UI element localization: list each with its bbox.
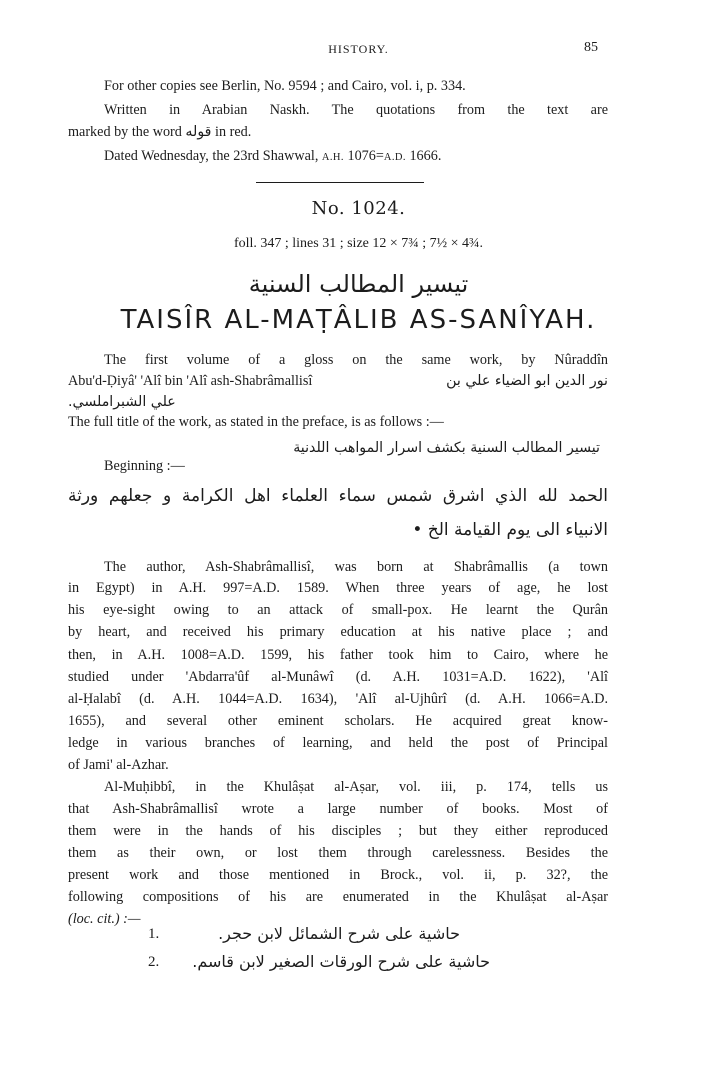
- composition-number: 1.: [148, 926, 160, 942]
- composition-arabic: حاشية على شرح الشمائل لابن حجر.: [218, 924, 460, 943]
- bio-line: ledge in various branches of learning, and held the post of Principal: [68, 735, 608, 751]
- khulasat-line: present work and those mentioned in Brock., vol. ii, p. 32?, the: [68, 867, 608, 883]
- prev-entry-copies-line: For other copies see Berlin, No. 9594 ; and Cairo, vol. i, p. 334.: [104, 78, 466, 94]
- intro-full-title-label: The full title of the work, as stated in the preface, is as follows :—: [68, 414, 444, 430]
- bio-line: 1655), and several other eminent scholars. He acquired great know-: [68, 713, 608, 729]
- quotation-arabic-word: قوله: [185, 124, 212, 140]
- bio-line: studied under 'Abdarra'ûf al-Munâwî (d. A.H. 1031=A.D. 1622), 'Alî: [68, 669, 608, 685]
- beginning-arabic-2: الانبياء الى يوم القيامة الخ •: [412, 520, 608, 540]
- prev-entry-quotation-line: [68, 122, 608, 142]
- khulasat-line: following compositions of his are enumerated in the Khulâṣat al-Aṣar: [68, 889, 608, 905]
- beginning-label: Beginning :—: [104, 458, 185, 474]
- date-text-a: Dated Wednesday, the 23rd Shawwal,: [104, 148, 319, 164]
- composition-arabic: حاشية على شرح الورقات الصغير لابن قاسم.: [192, 952, 490, 971]
- bio-line: al-Ḥalabî (d. A.H. 1044=A.D. 1634), 'Alî al-Ujhûrî (d. A.H. 1066=A.D.: [68, 691, 608, 707]
- full-title-arabic: تيسير المطالب السنية بكشف اسرار المواهب اللدنية: [293, 440, 600, 456]
- entry-number: No. 1024.: [311, 198, 406, 219]
- beginning-arabic-1: الحمد لله الذي اشرق شمس سماء العلماء اهل الكرامة و جعلهم ورثة: [68, 486, 608, 506]
- date-ah: A.H.: [321, 152, 344, 163]
- running-head: HISTORY.: [328, 42, 389, 56]
- author-name-latin: Abu'd-Ḍiyâ' 'Alî bin 'Alî ash-Shabrâmallisî: [68, 373, 313, 389]
- date-ad: A.D.: [383, 152, 406, 163]
- bio-line: The author, Ash-Shabrâmallisî, was born at Shabrâmallis (a town: [104, 559, 608, 575]
- bio-line: of Jami' al-Azhar.: [68, 757, 169, 773]
- composition-number: 2.: [148, 954, 160, 970]
- author-name-arabic-cont: علي الشبراملسي.: [68, 394, 176, 410]
- prev-entry-script-line: Written in Arabian Naskh. The quotations from the text are: [104, 102, 608, 118]
- bio-line: his eye-sight owing to an attack of small-pox. He learnt the Qurân: [68, 602, 608, 618]
- author-name-arabic: نور الدين ابو الضياء علي بن: [446, 373, 608, 389]
- intro-line-1: The first volume of a gloss on the same work, by Nûraddîn: [104, 352, 608, 368]
- khulasat-line: that Ash-Shabrâmallisî wrote a large number of books. Most of: [68, 801, 608, 817]
- khulasat-line: Al-Muḥibbî, in the Khulâṣat al-Aṣar, vol. iii, p. 174, tells us: [104, 779, 608, 795]
- entry-arabic-title: تيسير المطالب السنية: [248, 270, 469, 298]
- khulasat-line: (loc. cit.) :—: [68, 911, 141, 927]
- intro-line-2: [68, 371, 608, 391]
- bio-line: in Egypt) in A.H. 997=A.D. 1589. When three years of age, he lost: [68, 580, 608, 596]
- date-text-b: 1076=: [347, 148, 384, 164]
- section-divider: [256, 182, 424, 183]
- date-text-c: 1666.: [409, 148, 442, 164]
- entry-dimensions: foll. 347 ; lines 31 ; size 12 × 7¾ ; 7½ × 4¾.: [233, 236, 484, 251]
- page-number: 85: [584, 40, 598, 55]
- bio-line: by heart, and received his primary education at his native place ; and: [68, 624, 608, 640]
- bio-line: then, in A.H. 1008=A.D. 1599, his father took him to Cairo, where he: [68, 647, 608, 663]
- quotation-text-a: marked by the word: [68, 124, 182, 140]
- prev-entry-date-line: [104, 146, 608, 168]
- khulasat-line: them were in the hands of his disciples ; but they either reproduced: [68, 823, 608, 839]
- entry-title: TAISÎR AL-MAṬÂLIB AS-SANÎYAH.: [120, 305, 597, 335]
- khulasat-line: them as their own, or lost them through carelessness. Besides the: [68, 845, 608, 861]
- quotation-text-b: in red.: [215, 124, 252, 140]
